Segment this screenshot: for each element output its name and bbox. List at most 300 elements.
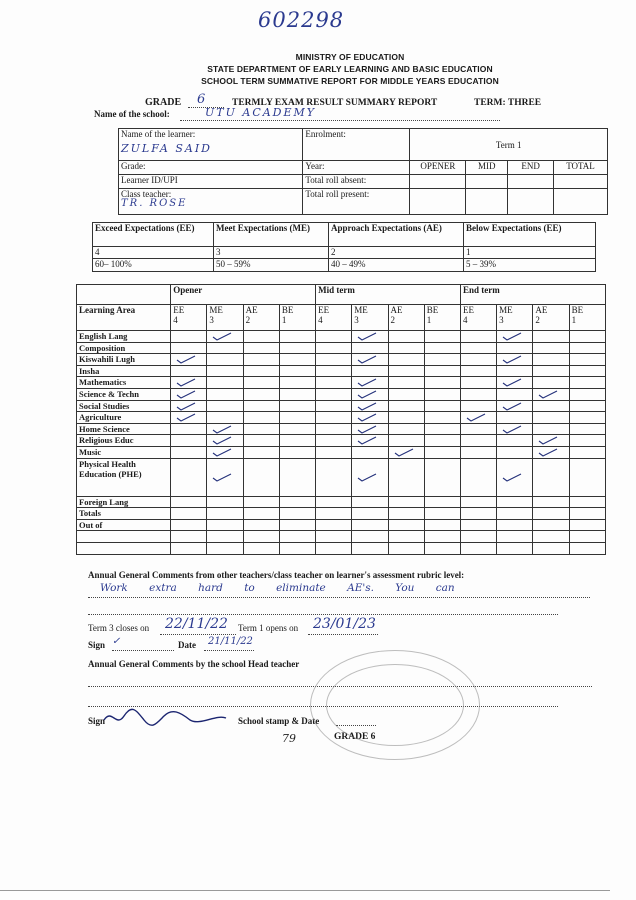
result-cell bbox=[279, 412, 315, 424]
result-cell bbox=[316, 342, 352, 354]
sign-label-2: Sign bbox=[88, 716, 106, 726]
learning-area-name bbox=[77, 531, 171, 543]
result-cell bbox=[424, 446, 460, 458]
result-cell bbox=[279, 542, 315, 554]
result-cell bbox=[171, 377, 207, 389]
learning-area-name: Totals bbox=[77, 508, 171, 520]
result-cell bbox=[279, 458, 315, 496]
col-mid: MID bbox=[466, 161, 508, 175]
result-cell bbox=[424, 377, 460, 389]
level-code: ME bbox=[209, 305, 223, 315]
report-title: SCHOOL TERM SUMMATIVE REPORT FOR MIDDLE YEARS EDUCATION bbox=[201, 76, 499, 86]
learning-area-name: Composition bbox=[77, 342, 171, 354]
result-cell bbox=[460, 435, 496, 447]
result-cell bbox=[171, 458, 207, 496]
learner-info-table bbox=[118, 128, 608, 215]
result-cell bbox=[388, 423, 424, 435]
level-header-mid-me bbox=[352, 305, 388, 331]
table-row bbox=[77, 496, 606, 508]
tick-mark-icon bbox=[212, 425, 232, 434]
result-cell bbox=[279, 446, 315, 458]
footer-grade: GRADE 6 bbox=[334, 732, 376, 742]
result-cell bbox=[279, 354, 315, 366]
result-cell bbox=[279, 388, 315, 400]
result-cell bbox=[460, 388, 496, 400]
result-cell bbox=[243, 354, 279, 366]
result-cell bbox=[424, 388, 460, 400]
result-cell bbox=[171, 531, 207, 543]
ministry-heading: MINISTRY OF EDUCATION bbox=[295, 52, 405, 62]
level-code: AE bbox=[390, 305, 403, 315]
teacher-comment-label: Annual General Comments from other teachers/class teacher on learner's assessment rubric level: bbox=[88, 570, 465, 580]
result-cell bbox=[243, 342, 279, 354]
result-cell bbox=[316, 377, 352, 389]
learning-area-name: English Lang bbox=[77, 331, 171, 343]
result-cell bbox=[533, 435, 569, 447]
result-cell bbox=[569, 412, 605, 424]
result-cell bbox=[388, 458, 424, 496]
result-cell bbox=[207, 331, 243, 343]
result-cell bbox=[497, 508, 533, 520]
result-cell bbox=[424, 342, 460, 354]
tick-mark-icon bbox=[394, 448, 414, 457]
result-cell bbox=[497, 446, 533, 458]
result-cell bbox=[424, 354, 460, 366]
result-cell bbox=[569, 354, 605, 366]
tick-mark-icon bbox=[502, 332, 522, 341]
result-cell bbox=[533, 412, 569, 424]
result-cell bbox=[243, 531, 279, 543]
result-cell bbox=[207, 542, 243, 554]
result-cell bbox=[497, 423, 533, 435]
result-cell bbox=[460, 508, 496, 520]
tick-mark-icon bbox=[212, 448, 232, 457]
result-cell bbox=[171, 365, 207, 377]
result-cell bbox=[533, 542, 569, 554]
result-cell bbox=[171, 542, 207, 554]
result-cell bbox=[569, 388, 605, 400]
learner-name-label: Name of the learner: bbox=[121, 129, 196, 139]
result-cell bbox=[171, 519, 207, 531]
result-cell bbox=[207, 458, 243, 496]
learner-id-label: Learner ID/UPI bbox=[119, 175, 303, 189]
learning-area-name: Science & Techn bbox=[77, 388, 171, 400]
result-cell bbox=[316, 423, 352, 435]
level-code: AE bbox=[535, 305, 548, 315]
result-cell bbox=[460, 446, 496, 458]
key-ae-title: Approach Expectations (AE) bbox=[329, 223, 464, 247]
class-teacher-cell bbox=[119, 189, 303, 215]
result-cell bbox=[533, 496, 569, 508]
result-cell bbox=[424, 423, 460, 435]
result-cell bbox=[533, 342, 569, 354]
tick-mark-icon bbox=[357, 332, 377, 341]
table-row bbox=[77, 365, 606, 377]
tick-mark-icon bbox=[466, 413, 486, 422]
result-cell bbox=[424, 496, 460, 508]
table-row bbox=[77, 542, 606, 554]
result-cell bbox=[352, 458, 388, 496]
result-cell bbox=[388, 354, 424, 366]
result-cell bbox=[316, 412, 352, 424]
result-cell bbox=[460, 423, 496, 435]
col-end: END bbox=[508, 161, 554, 175]
tick-mark-icon bbox=[502, 378, 522, 387]
key-me-score: 3 bbox=[214, 247, 329, 259]
level-code: EE bbox=[318, 305, 330, 315]
level-code: BE bbox=[281, 305, 294, 315]
result-cell bbox=[243, 458, 279, 496]
result-cell bbox=[243, 496, 279, 508]
result-cell bbox=[352, 400, 388, 412]
level-code: BE bbox=[426, 305, 439, 315]
result-cell bbox=[316, 531, 352, 543]
tick-mark-icon bbox=[357, 413, 377, 422]
result-cell bbox=[569, 435, 605, 447]
level-score: 2 bbox=[390, 315, 396, 325]
page-mark: 79 bbox=[282, 732, 296, 745]
result-cell bbox=[497, 354, 533, 366]
term-opens-value: 23/01/23 bbox=[313, 616, 376, 632]
date-value-1: 21/11/22 bbox=[208, 636, 253, 647]
result-cell bbox=[207, 412, 243, 424]
tick-mark-icon bbox=[538, 448, 558, 457]
tick-mark-icon bbox=[502, 355, 522, 364]
result-cell bbox=[533, 531, 569, 543]
result-cell bbox=[533, 354, 569, 366]
table-row bbox=[77, 508, 606, 520]
result-cell bbox=[243, 423, 279, 435]
level-score: 3 bbox=[209, 315, 214, 325]
result-cell bbox=[460, 365, 496, 377]
tick-mark-icon bbox=[176, 378, 196, 387]
learner-name-cell bbox=[119, 129, 303, 161]
level-header-end-be bbox=[569, 305, 605, 331]
result-cell bbox=[460, 377, 496, 389]
result-cell bbox=[316, 519, 352, 531]
result-cell bbox=[316, 331, 352, 343]
result-cell bbox=[424, 435, 460, 447]
table-row bbox=[77, 412, 606, 424]
result-cell bbox=[279, 331, 315, 343]
tick-mark-icon bbox=[538, 390, 558, 399]
result-cell bbox=[533, 423, 569, 435]
result-cell bbox=[352, 496, 388, 508]
result-cell bbox=[497, 377, 533, 389]
level-score: 3 bbox=[354, 315, 359, 325]
result-cell bbox=[424, 542, 460, 554]
result-cell bbox=[279, 342, 315, 354]
level-header-opener-ee bbox=[171, 305, 207, 331]
result-cell bbox=[569, 519, 605, 531]
result-cell bbox=[388, 377, 424, 389]
result-cell bbox=[424, 400, 460, 412]
grade-value: 6 bbox=[197, 92, 206, 107]
table-row bbox=[77, 388, 606, 400]
key-ee-title: Exceed Expectations (EE) bbox=[93, 223, 214, 247]
level-score: 2 bbox=[245, 315, 251, 325]
signature-1: ✓ bbox=[112, 636, 121, 647]
learning-area-name: Music bbox=[77, 446, 171, 458]
expectations-key-table bbox=[92, 222, 596, 272]
group-endterm: End term bbox=[460, 285, 605, 305]
learning-area-name: Home Science bbox=[77, 423, 171, 435]
result-cell bbox=[243, 508, 279, 520]
result-cell bbox=[279, 365, 315, 377]
result-cell bbox=[171, 412, 207, 424]
tick-mark-icon bbox=[538, 436, 558, 445]
level-header-opener-be bbox=[279, 305, 315, 331]
result-cell bbox=[243, 388, 279, 400]
tick-mark-icon bbox=[357, 436, 377, 445]
result-cell bbox=[207, 400, 243, 412]
tick-mark-icon bbox=[502, 402, 522, 411]
result-cell bbox=[460, 519, 496, 531]
result-cell bbox=[533, 400, 569, 412]
learning-area-name: Religious Educ bbox=[77, 435, 171, 447]
learning-area-header: Learning Area bbox=[77, 305, 171, 331]
level-score: 1 bbox=[426, 315, 432, 325]
tick-mark-icon bbox=[212, 436, 232, 445]
learning-area-name: Foreign Lang bbox=[77, 496, 171, 508]
result-cell bbox=[171, 354, 207, 366]
result-cell bbox=[460, 496, 496, 508]
teacher-comment-value: Work extra hard to eliminate AE's. You can bbox=[100, 582, 455, 594]
level-header-end-me bbox=[497, 305, 533, 331]
result-cell bbox=[279, 508, 315, 520]
result-cell bbox=[207, 519, 243, 531]
learning-area-name: Mathematics bbox=[77, 377, 171, 389]
level-code: BE bbox=[571, 305, 584, 315]
group-midterm: Mid term bbox=[316, 285, 461, 305]
table-row bbox=[77, 377, 606, 389]
result-cell bbox=[171, 496, 207, 508]
result-cell bbox=[460, 412, 496, 424]
result-cell bbox=[533, 388, 569, 400]
result-cell bbox=[569, 531, 605, 543]
results-table bbox=[76, 284, 606, 555]
result-cell bbox=[352, 342, 388, 354]
result-cell bbox=[388, 342, 424, 354]
result-cell bbox=[388, 400, 424, 412]
result-cell bbox=[388, 542, 424, 554]
table-row bbox=[77, 458, 606, 496]
col-opener: OPENER bbox=[410, 161, 466, 175]
term-opens-label: Term 1 opens on bbox=[238, 623, 299, 633]
result-cell bbox=[569, 508, 605, 520]
result-cell bbox=[207, 435, 243, 447]
level-code: AE bbox=[245, 305, 258, 315]
result-cell bbox=[207, 531, 243, 543]
key-be-range: 5 – 39% bbox=[464, 259, 596, 272]
school-label: Name of the school: bbox=[94, 109, 170, 119]
table-row bbox=[77, 400, 606, 412]
result-cell bbox=[316, 435, 352, 447]
result-cell bbox=[243, 331, 279, 343]
result-cell bbox=[352, 354, 388, 366]
level-header-opener-ae bbox=[243, 305, 279, 331]
school-value: UTU ACADEMY bbox=[205, 106, 317, 119]
result-cell bbox=[424, 412, 460, 424]
result-cell bbox=[171, 388, 207, 400]
level-header-end-ee bbox=[460, 305, 496, 331]
tick-mark-icon bbox=[176, 402, 196, 411]
result-cell bbox=[424, 508, 460, 520]
result-cell bbox=[388, 446, 424, 458]
result-cell bbox=[388, 365, 424, 377]
result-cell bbox=[388, 531, 424, 543]
result-cell bbox=[497, 531, 533, 543]
result-cell bbox=[460, 342, 496, 354]
result-cell bbox=[207, 365, 243, 377]
tick-mark-icon bbox=[357, 425, 377, 434]
tick-mark-icon bbox=[212, 473, 232, 482]
tick-mark-icon bbox=[357, 378, 377, 387]
learning-area-name: Social Studies bbox=[77, 400, 171, 412]
tick-mark-icon bbox=[176, 355, 196, 364]
result-cell bbox=[460, 331, 496, 343]
result-cell bbox=[316, 542, 352, 554]
roll-absent-label: Total roll absent: bbox=[303, 175, 410, 189]
result-cell bbox=[316, 496, 352, 508]
result-cell bbox=[497, 435, 533, 447]
level-score: 2 bbox=[535, 315, 540, 325]
enrolment-label: Enrolment: bbox=[305, 129, 346, 139]
learner-name-value: ZULFA SAID bbox=[121, 142, 212, 155]
class-teacher-label: Class teacher: bbox=[121, 189, 172, 199]
school-stamp-inner-ring bbox=[326, 664, 464, 746]
result-cell bbox=[497, 388, 533, 400]
result-cell bbox=[424, 331, 460, 343]
key-be-score: 1 bbox=[464, 247, 596, 259]
group-opener: Opener bbox=[171, 285, 316, 305]
tick-mark-icon bbox=[176, 390, 196, 399]
key-ae-score: 2 bbox=[329, 247, 464, 259]
class-teacher-value: TR. ROSE bbox=[121, 198, 188, 209]
result-cell bbox=[497, 458, 533, 496]
result-cell bbox=[207, 377, 243, 389]
result-cell bbox=[497, 331, 533, 343]
result-cell bbox=[460, 531, 496, 543]
head-comment-label: Annual General Comments by the school Head teacher bbox=[88, 659, 300, 669]
result-cell bbox=[171, 342, 207, 354]
level-score: 3 bbox=[499, 315, 504, 325]
result-cell bbox=[388, 388, 424, 400]
level-header-mid-ae bbox=[388, 305, 424, 331]
result-cell bbox=[279, 423, 315, 435]
level-header-end-ae bbox=[533, 305, 569, 331]
term-closes-value: 22/11/22 bbox=[165, 616, 228, 632]
result-cell bbox=[424, 519, 460, 531]
grade-label: GRADE bbox=[145, 97, 182, 108]
roll-present-label: Total roll present: bbox=[303, 189, 410, 215]
result-cell bbox=[171, 423, 207, 435]
result-cell bbox=[533, 377, 569, 389]
result-cell bbox=[533, 519, 569, 531]
stamp-date-label: School stamp & Date bbox=[238, 716, 320, 726]
result-cell bbox=[352, 519, 388, 531]
result-cell bbox=[171, 435, 207, 447]
level-code: ME bbox=[499, 305, 513, 315]
result-cell bbox=[279, 531, 315, 543]
key-me-title: Meet Expectations (ME) bbox=[214, 223, 329, 247]
key-ee-score: 4 bbox=[93, 247, 214, 259]
result-cell bbox=[424, 458, 460, 496]
learning-area-name: Kiswahili Lugh bbox=[77, 354, 171, 366]
level-code: ME bbox=[354, 305, 368, 315]
result-cell bbox=[243, 435, 279, 447]
result-cell bbox=[569, 423, 605, 435]
result-cell bbox=[352, 377, 388, 389]
level-header-opener-me bbox=[207, 305, 243, 331]
result-cell bbox=[352, 412, 388, 424]
result-cell bbox=[388, 508, 424, 520]
level-score: 1 bbox=[281, 315, 287, 325]
result-cell bbox=[207, 496, 243, 508]
key-ee-range: 60– 100% bbox=[93, 259, 214, 272]
tick-mark-icon bbox=[212, 332, 232, 341]
department-heading: STATE DEPARTMENT OF EARLY LEARNING AND BASIC EDUCATION bbox=[207, 64, 493, 74]
result-cell bbox=[569, 365, 605, 377]
result-cell bbox=[352, 388, 388, 400]
result-cell bbox=[388, 412, 424, 424]
result-cell bbox=[171, 331, 207, 343]
result-cell bbox=[207, 354, 243, 366]
tick-mark-icon bbox=[357, 390, 377, 399]
result-cell bbox=[316, 458, 352, 496]
key-me-range: 50 – 59% bbox=[214, 259, 329, 272]
tick-mark-icon bbox=[502, 425, 522, 434]
learning-area-name bbox=[77, 542, 171, 554]
result-cell bbox=[388, 435, 424, 447]
key-be-title: Below Expectations (EE) bbox=[464, 223, 596, 247]
result-cell bbox=[243, 542, 279, 554]
result-cell bbox=[243, 412, 279, 424]
result-cell bbox=[352, 531, 388, 543]
result-cell bbox=[424, 365, 460, 377]
result-cell bbox=[533, 446, 569, 458]
sign-label-1: Sign bbox=[88, 640, 106, 650]
level-score: 4 bbox=[318, 315, 323, 325]
result-cell bbox=[243, 377, 279, 389]
result-cell bbox=[352, 365, 388, 377]
result-cell bbox=[316, 446, 352, 458]
result-cell bbox=[569, 446, 605, 458]
table-row bbox=[77, 331, 606, 343]
document-number: 602298 bbox=[258, 8, 345, 32]
learning-area-name: Out of bbox=[77, 519, 171, 531]
result-cell bbox=[279, 496, 315, 508]
result-cell bbox=[533, 365, 569, 377]
table-row bbox=[77, 531, 606, 543]
result-cell bbox=[352, 508, 388, 520]
result-cell bbox=[533, 331, 569, 343]
result-cell bbox=[207, 388, 243, 400]
tick-mark-icon bbox=[176, 413, 196, 422]
result-cell bbox=[243, 446, 279, 458]
level-code: EE bbox=[462, 305, 474, 315]
result-cell bbox=[497, 365, 533, 377]
result-cell bbox=[171, 508, 207, 520]
result-cell bbox=[388, 496, 424, 508]
result-cell bbox=[569, 342, 605, 354]
result-cell bbox=[316, 508, 352, 520]
result-cell bbox=[497, 400, 533, 412]
head-signature bbox=[100, 704, 230, 730]
result-cell bbox=[171, 446, 207, 458]
result-cell bbox=[460, 542, 496, 554]
level-score: 1 bbox=[571, 315, 577, 325]
